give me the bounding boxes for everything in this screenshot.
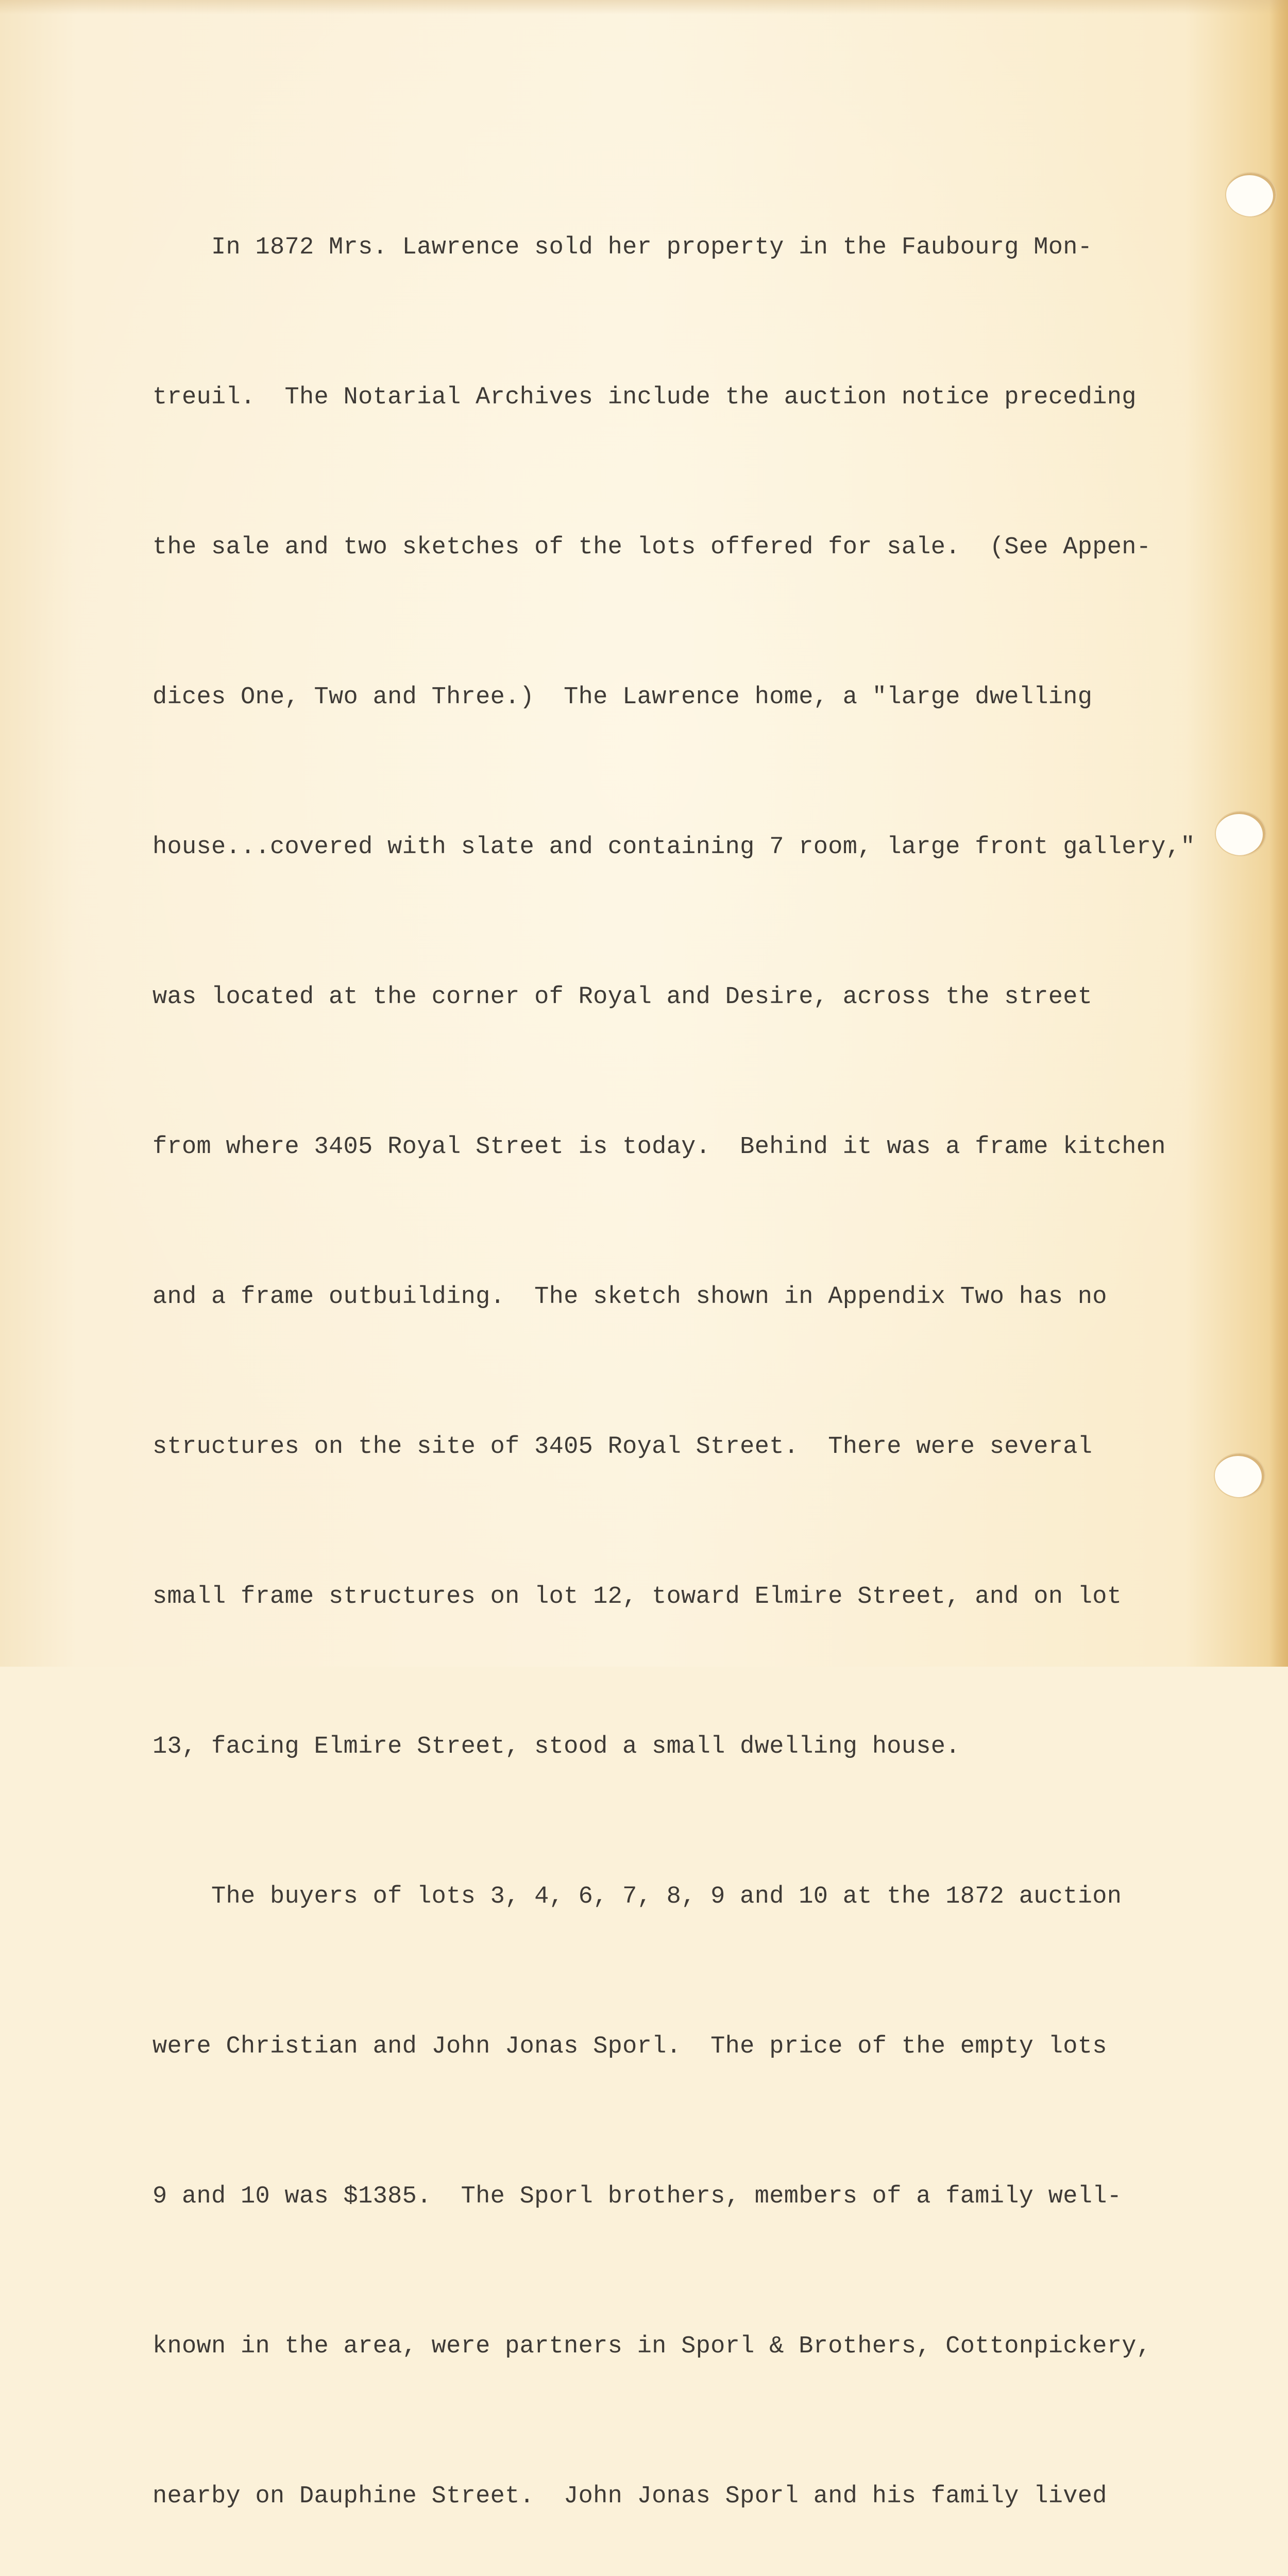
punch-hole-top — [1226, 173, 1276, 216]
text-line: nearby on Dauphine Street. John Jonas Sporl and his family lived — [152, 2483, 1107, 2510]
text-line: was located at the corner of Royal and Desire, across the street — [152, 984, 1093, 1011]
text-line: structures on the site of 3405 Royal Street. There were several — [152, 1433, 1093, 1461]
typewritten-text-block — [152, 123, 1214, 2576]
text-line: 13, facing Elmire Street, stood a small dwelling house. — [152, 1733, 960, 1760]
punch-hole-middle — [1216, 812, 1265, 855]
text-line: In 1872 Mrs. Lawrence sold her property in the Faubourg Mon- — [152, 234, 1093, 261]
paper-top-edge — [0, 0, 1288, 14]
text-line: 9 and 10 was $1385. The Sporl brothers, members of a family well- — [152, 2183, 1122, 2210]
punch-hole-bottom — [1215, 1454, 1264, 1497]
text-line: The buyers of lots 3, 4, 6, 7, 8, 9 and 10 at the 1872 auction — [152, 1883, 1122, 1910]
text-line: dices One, Two and Three.) The Lawrence home, a "large dwelling — [152, 684, 1093, 711]
text-line: house...covered with slate and containing 7 room, large front gallery," — [152, 834, 1195, 861]
text-line: the sale and two sketches of the lots offered for sale. (See Appen- — [152, 534, 1151, 561]
text-line: small frame structures on lot 12, toward Elmire Street, and on lot — [152, 1583, 1122, 1611]
text-line: and a frame outbuilding. The sketch shown in Appendix Two has no — [152, 1283, 1107, 1311]
paper-right-edge — [1269, 0, 1288, 1667]
text-line: were Christian and John Jonas Sporl. The price of the empty lots — [152, 2033, 1107, 2060]
text-line: known in the area, were partners in Sporl & Brothers, Cottonpickery, — [152, 2333, 1151, 2360]
text-line: from where 3405 Royal Street is today. Behind it was a frame kitchen — [152, 1133, 1166, 1161]
text-line: treuil. The Notarial Archives include the auction notice preceding — [152, 384, 1137, 411]
